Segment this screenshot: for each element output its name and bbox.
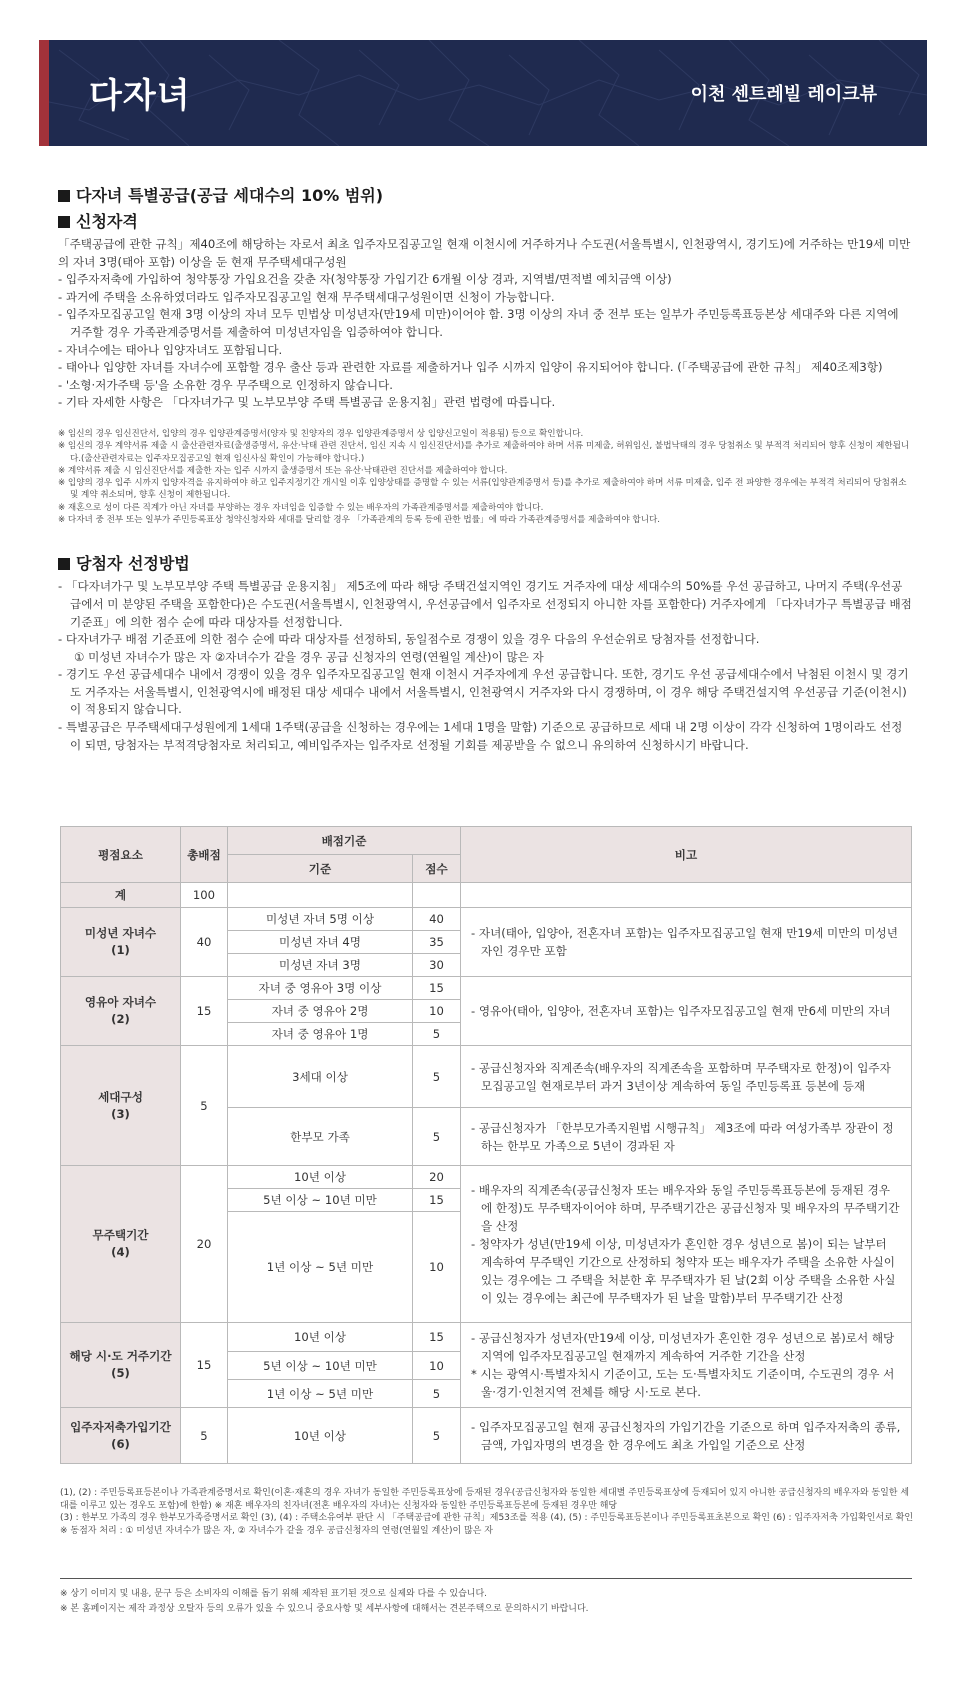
section-heading-selection: 당첨자 선정방법 (58, 552, 913, 576)
note-item: ※ 계약서류 제출 시 임신진단서를 제출한 자는 입주 시까지 출생증명서 또는 유산·낙태관련 진단서를 제출하여야 합니다. (58, 465, 508, 476)
header-criteria-group: 배점기준 (228, 827, 461, 855)
note-item: ※ 입양의 경우 입주 시까지 입양자격을 유지하여야 하고 입주지정기간 개시일 이후 입양상태를 증명할 수 있는 서류(입양관계증명서 등)를 추가로 제출하여야 하며 서류 미제출, 입주 전 파양한 경우에는 부적격 처리되어 당첨취소 및 계약 취소되며, 향후 신청이 제한됩니다. (58, 478, 907, 501)
table-row (61, 1408, 912, 1464)
score-cell: 15 (413, 977, 461, 1000)
note-item: ※ 동점자 처리 : ① 미성년 자녀수가 많은 자, ② 자녀수가 같을 경우 공급신청자의 연령(연월일 계산)이 많은 자 (60, 1525, 493, 1536)
section-heading-eligibility: 신청자격 (58, 210, 913, 234)
criteria-cell: 1년 이상 ~ 5년 미만 (228, 1380, 413, 1408)
square-bullet-icon (58, 190, 70, 202)
brand-name: 이천 센트레빌 레이크뷰 (690, 84, 877, 105)
disclaimer (60, 1587, 915, 1617)
criteria-cell: 자녀 중 영유아 3명 이상 (228, 977, 413, 1000)
remark-text: - 배우자의 직계존속(공급신청자 또는 배우자와 동일 주민등록표등본에 등재된 경우에 한정)도 무주택자이어야 하며, 무주택기간은 공급신청자 및 배우자의 무주택기간을 산정 (471, 1183, 900, 1233)
list-item: - 다자녀가구 배점 기준표에 의한 점수 순에 따라 대상자를 선정하되, 동일점수로 경쟁이 있을 경우 다음의 우선순위로 당첨자를 선정합니다. (58, 632, 760, 647)
remark-text: * 시는 광역시·특별자치시 기준이고, 도는 도·특별자치도 기준이며, 수도권의 경우 서울·경기·인천지역 전체를 해당 시·도로 본다. (471, 1367, 895, 1399)
criteria-cell: 미성년 자녀 5명 이상 (228, 908, 413, 931)
list-item: - 경기도 우선 공급세대수 내에서 경쟁이 있을 경우 입주자모집공고일 현재 이천시 거주자에게 우선 공급합니다. 또한, 경기도 우선 공급세대수에서 낙첨된 이천시 및 경기도 거주자는 서울특별시, 인천광역시에 배정된 대상 세대수 내에서 서울특별시, 인천광역시 거주자와 다시 경쟁하며, 이 경우 해당 주택건설지역 우선공급 기준(이천시)이 적용되지 않습니다. (58, 667, 909, 717)
list-item: - 자녀수에는 태아나 입양자녀도 포함됩니다. (58, 342, 283, 357)
page-title: 다자녀 (89, 76, 191, 116)
divider (60, 1578, 912, 1579)
list-item: - 입주자모집공고일 현재 3명 이상의 자녀 모두 민법상 미성년자(만19세 미만)이어야 함. 3명 이상의 자녀 중 전부 또는 일부가 주민등록표등본상 세대주와 다른 지역에 거주할 경우 가족관계증명서를 제출하여 미성년자임을 입증하여야 합니다. (58, 307, 899, 339)
total-minor: 40 (181, 908, 228, 977)
table-row (61, 977, 912, 1000)
criteria-cell: 자녀 중 영유아 2명 (228, 1000, 413, 1023)
note-item: (3) : 한부모 가족의 경우 한부모가족증명서로 확인 (3), (4) : 주택소유여부 판단 시 「주택공급에 관한 규칙」제53조를 적용 (4), (5) : 주민등록표등본이나 주민등록표초본으로 확인 (6) : 입주자저축 가입확인서로 확인 (60, 1513, 914, 1524)
remark-text: - 영유아(태아, 입양아, 전혼자녀 포함)는 입주자모집공고일 현재 만6세 미만의 자녀 (471, 1004, 891, 1018)
eligibility-notes (58, 428, 913, 526)
header-total: 총배점 (181, 827, 228, 883)
remark-text: - 자녀(태아, 입양아, 전혼자녀 포함)는 입주자모집공고일 현재 만19세 미만의 미성년자인 경우만 포함 (471, 926, 898, 958)
sum-total: 100 (181, 883, 228, 908)
main-content (58, 184, 913, 754)
criteria-cell: 5년 이상 ~ 10년 미만 (228, 1352, 413, 1380)
score-cell: 10 (413, 1000, 461, 1023)
criteria-cell: 3세대 이상 (228, 1046, 413, 1108)
table-notes (60, 1487, 915, 1537)
note-item: (1), (2) : 주민등록표등본이나 가족관계증명서로 확인(이혼·재혼의 경우 자녀가 동일한 주민등록표상에 등재된 경우(공급신청자와 동일한 세대별 주민등록표상에 등재되어 있지 아니한 공급신청자의 배우자와 동일한 세대를 이루고 있는 경우도 포함)에 한함) ※ 재혼 배우자의 친자녀(전혼 배우자의 자녀)는 신청자와 동일한 주민등록표등본에 등재된 경우만 해당 (60, 1488, 910, 1511)
banner-accent-bar (39, 40, 49, 146)
score-cell: 5 (413, 1408, 461, 1464)
criteria-cell: 10년 이상 (228, 1166, 413, 1189)
list-item: - 특별공급은 무주택세대구성원에게 1세대 1주택(공급을 신청하는 경우에는 1세대 1명을 말함) 기준으로 공급하므로 세대 내 2명 이상이 각각 신청하여 1명이라도 선정이 되면, 당첨자는 부적격당첨자로 처리되고, 예비입주자는 입주자로 선정될 기회를 제공받을 수 없으니 유의하여 신청하시기 바랍니다. (58, 720, 903, 752)
score-cell: 15 (413, 1189, 461, 1212)
header-criteria: 기준 (228, 855, 413, 883)
remark-text: - 공급신청자가 성년자(만19세 이상, 미성년자가 혼인한 경우 성년으로 봄)로서 해당 지역에 입주자모집공고일 현재까지 계속하여 거주한 기간을 산정 (471, 1331, 895, 1363)
list-item: - 태아나 입양한 자녀를 자녀수에 포함할 경우 출산 등과 관련한 자료를 제출하거나 입주 시까지 입양이 유지되어야 합니다. (「주택공급에 관한 규칙」 제40조제3항) (58, 360, 883, 375)
score-cell: 20 (413, 1166, 461, 1189)
total-household: 5 (181, 1046, 228, 1166)
eligibility-intro: 「주택공급에 관한 규칙」제40조에 해당하는 자로서 최초 입주자모집공고일 현재 이천시에 거주하거나 수도권(서울특별시, 인천광역시, 경기도)에 거주하는 만19세 미만의 자녀 3명(태아 포함) 이상을 둔 현재 무주택세대구성원 (58, 237, 911, 269)
factor-residence: 해당 시·도 거주기간 (5) (61, 1323, 181, 1408)
criteria-cell: 한부모 가족 (228, 1108, 413, 1166)
header-factor: 평점요소 (61, 827, 181, 883)
note-item: ※ 재혼으로 성이 다른 직계가 아닌 자녀를 부양하는 경우 자녀임을 입증할 수 있는 배우자의 가족관계증명서를 제출하여야 합니다. (58, 502, 544, 513)
score-cell: 15 (413, 1323, 461, 1352)
note-item: ※ 다자녀 중 전부 또는 일부가 주민등록표상 청약신청자와 세대를 달리할 경우 「가족관계의 등록 등에 관한 법률」에 따라 가족관계증명서를 제출하여야 합니다. (58, 515, 661, 526)
score-cell: 35 (413, 931, 461, 954)
factor-homeless: 무주택기간 (4) (61, 1166, 181, 1323)
selection-section (58, 552, 913, 754)
remark-text: - 공급신청자가 「한부모가족지원법 시행규칙」 제3조에 따라 여성가족부 장관이 정하는 한부모 가족으로 5년이 경과된 자 (471, 1120, 894, 1153)
list-item: - '소형·저가주택 등'을 소유한 경우 무주택으로 인정하지 않습니다. (58, 377, 393, 392)
square-bullet-icon (58, 558, 70, 570)
score-cell: 5 (413, 1046, 461, 1108)
remark-text: - 입주자모집공고일 현재 공급신청자의 가입기간을 기준으로 하며 입주자저축의 종류, 금액, 가입자명의 변경을 한 경우에도 최초 가입일 기준으로 산정 (471, 1419, 901, 1452)
table-row (61, 1323, 912, 1352)
note-item: ※ 임신의 경우 임신진단서, 입양의 경우 입양관계증명서(양자 및 친양자의 경우 입양관계증명서 상 입양신고일이 적용됨) 등으로 확인합니다. (58, 428, 584, 439)
list-item: ① 미성년 자녀수가 많은 자 ②자녀수가 같을 경우 공급 신청자의 연령(연월일 계산)이 많은 자 (74, 649, 544, 664)
total-infant: 15 (181, 977, 228, 1046)
criteria-cell: 미성년 자녀 4명 (228, 931, 413, 954)
score-cell: 30 (413, 954, 461, 977)
square-bullet-icon (58, 216, 70, 228)
total-savings: 5 (181, 1408, 228, 1464)
section-heading-special-supply: 다자녀 특별공급(공급 세대수의 10% 범위) (58, 184, 913, 208)
score-cell: 10 (413, 1352, 461, 1380)
score-cell: 10 (413, 1212, 461, 1323)
eligibility-list (58, 271, 913, 412)
header-score: 점수 (413, 855, 461, 883)
score-cell: 5 (413, 1023, 461, 1046)
table-row (61, 883, 912, 908)
total-residence: 15 (181, 1323, 228, 1408)
table-row (61, 908, 912, 931)
list-item: - 「다자녀가구 및 노부모부양 주택 특별공급 운용지침」 제5조에 따라 해당 주택건설지역인 경기도 거주자에 대상 세대수의 50%를 우선 공급하고, 나머지 주택(우선공급에서 미 분양된 주택을 포함한다)은 수도권(서울특별시, 인천광역시, 우선공급에서 입주자로 선정되지 아니한 자를 포함한다) 거주자에게 「다자녀가구 특별공급 배점기준표」에 의한 점수 순에 따라 대상자를 선정합니다. (58, 579, 912, 629)
criteria-cell: 자녀 중 영유아 1명 (228, 1023, 413, 1046)
criteria-cell: 10년 이상 (228, 1323, 413, 1352)
score-cell: 40 (413, 908, 461, 931)
criteria-cell: 10년 이상 (228, 1408, 413, 1464)
score-cell: 5 (413, 1380, 461, 1408)
factor-household: 세대구성 (3) (61, 1046, 181, 1166)
disclaimer-item: ※ 본 홈페이지는 제작 과정상 오탈자 등의 오류가 있을 수 있으니 중요사항 및 세부사항에 대해서는 견본주택으로 문의하시기 바랍니다. (60, 1604, 589, 1614)
list-item: - 기타 자세한 사항은 「다자녀가구 및 노부모부양 주택 특별공급 운용지침」관련 법령에 따릅니다. (58, 395, 556, 410)
remark-text: - 청약자가 성년(만19세 이상, 미성년자가 혼인한 경우 성년으로 봄)이 되는 날부터 계속하여 무주택인 기간으로 산정하되 청약자 또는 배우자가 주택을 소유한 사실이 있는 경우에는 그 주택을 처분한 후 무주택자가 된 날(2회 이상 주택을 소유한 사실이 있는 경우에는 최근에 무주택자가 된 날을 말함)부터 무주택기간 산정 (471, 1237, 896, 1305)
selection-list (58, 578, 913, 754)
factor-savings: 입주자저축가입기간 (6) (61, 1408, 181, 1464)
header-remark: 비고 (461, 827, 912, 883)
list-item: - 과거에 주택을 소유하였더라도 입주자모집공고일 현재 무주택세대구성원이면 신청이 가능합니다. (58, 289, 555, 304)
factor-minor: 미성년 자녀수 (1) (61, 908, 181, 977)
sum-label: 계 (61, 883, 181, 908)
score-table (60, 826, 912, 1464)
disclaimer-item: ※ 상기 이미지 및 내용, 문구 등은 소비자의 이해를 돕기 위해 제작된 표기된 것으로 실제와 다를 수 있습니다. (60, 1589, 488, 1599)
total-homeless: 20 (181, 1166, 228, 1323)
remark-text: - 공급신청자와 직계존속(배우자의 직계존속을 포함하며 무주택자로 한정)이 입주자모집공고일 현재로부터 과거 3년이상 계속하여 동일 주민등록표 등본에 등재 (471, 1060, 891, 1093)
table-row (61, 1046, 912, 1108)
factor-infant: 영유아 자녀수 (2) (61, 977, 181, 1046)
criteria-cell: 1년 이상 ~ 5년 미만 (228, 1212, 413, 1323)
table-row (61, 1166, 912, 1189)
criteria-cell: 미성년 자녀 3명 (228, 954, 413, 977)
list-item: - 입주자저축에 가입하여 청약통장 가입요건을 갖춘 자(청약통장 가입기간 6개월 이상 경과, 지역별/면적별 예치금액 이상) (58, 272, 672, 287)
criteria-cell: 5년 이상 ~ 10년 미만 (228, 1189, 413, 1212)
score-cell: 5 (413, 1108, 461, 1166)
header-banner (39, 40, 927, 146)
note-item: ※ 임신의 경우 계약서류 제출 시 출산관련자료(출생증명서, 유산·낙태 관련 진단서, 임신 지속 시 임신진단서)를 추가로 제출하여야 하며 서류 미제출, 허위임신, 불법낙태의 경우 당첨취소 및 부적격 처리되어 향후 신청이 제한됩니다.(출산관련자료는 입주자모집공고일 현재 임신사실 확인이 가능해야 합니다.) (58, 441, 910, 464)
